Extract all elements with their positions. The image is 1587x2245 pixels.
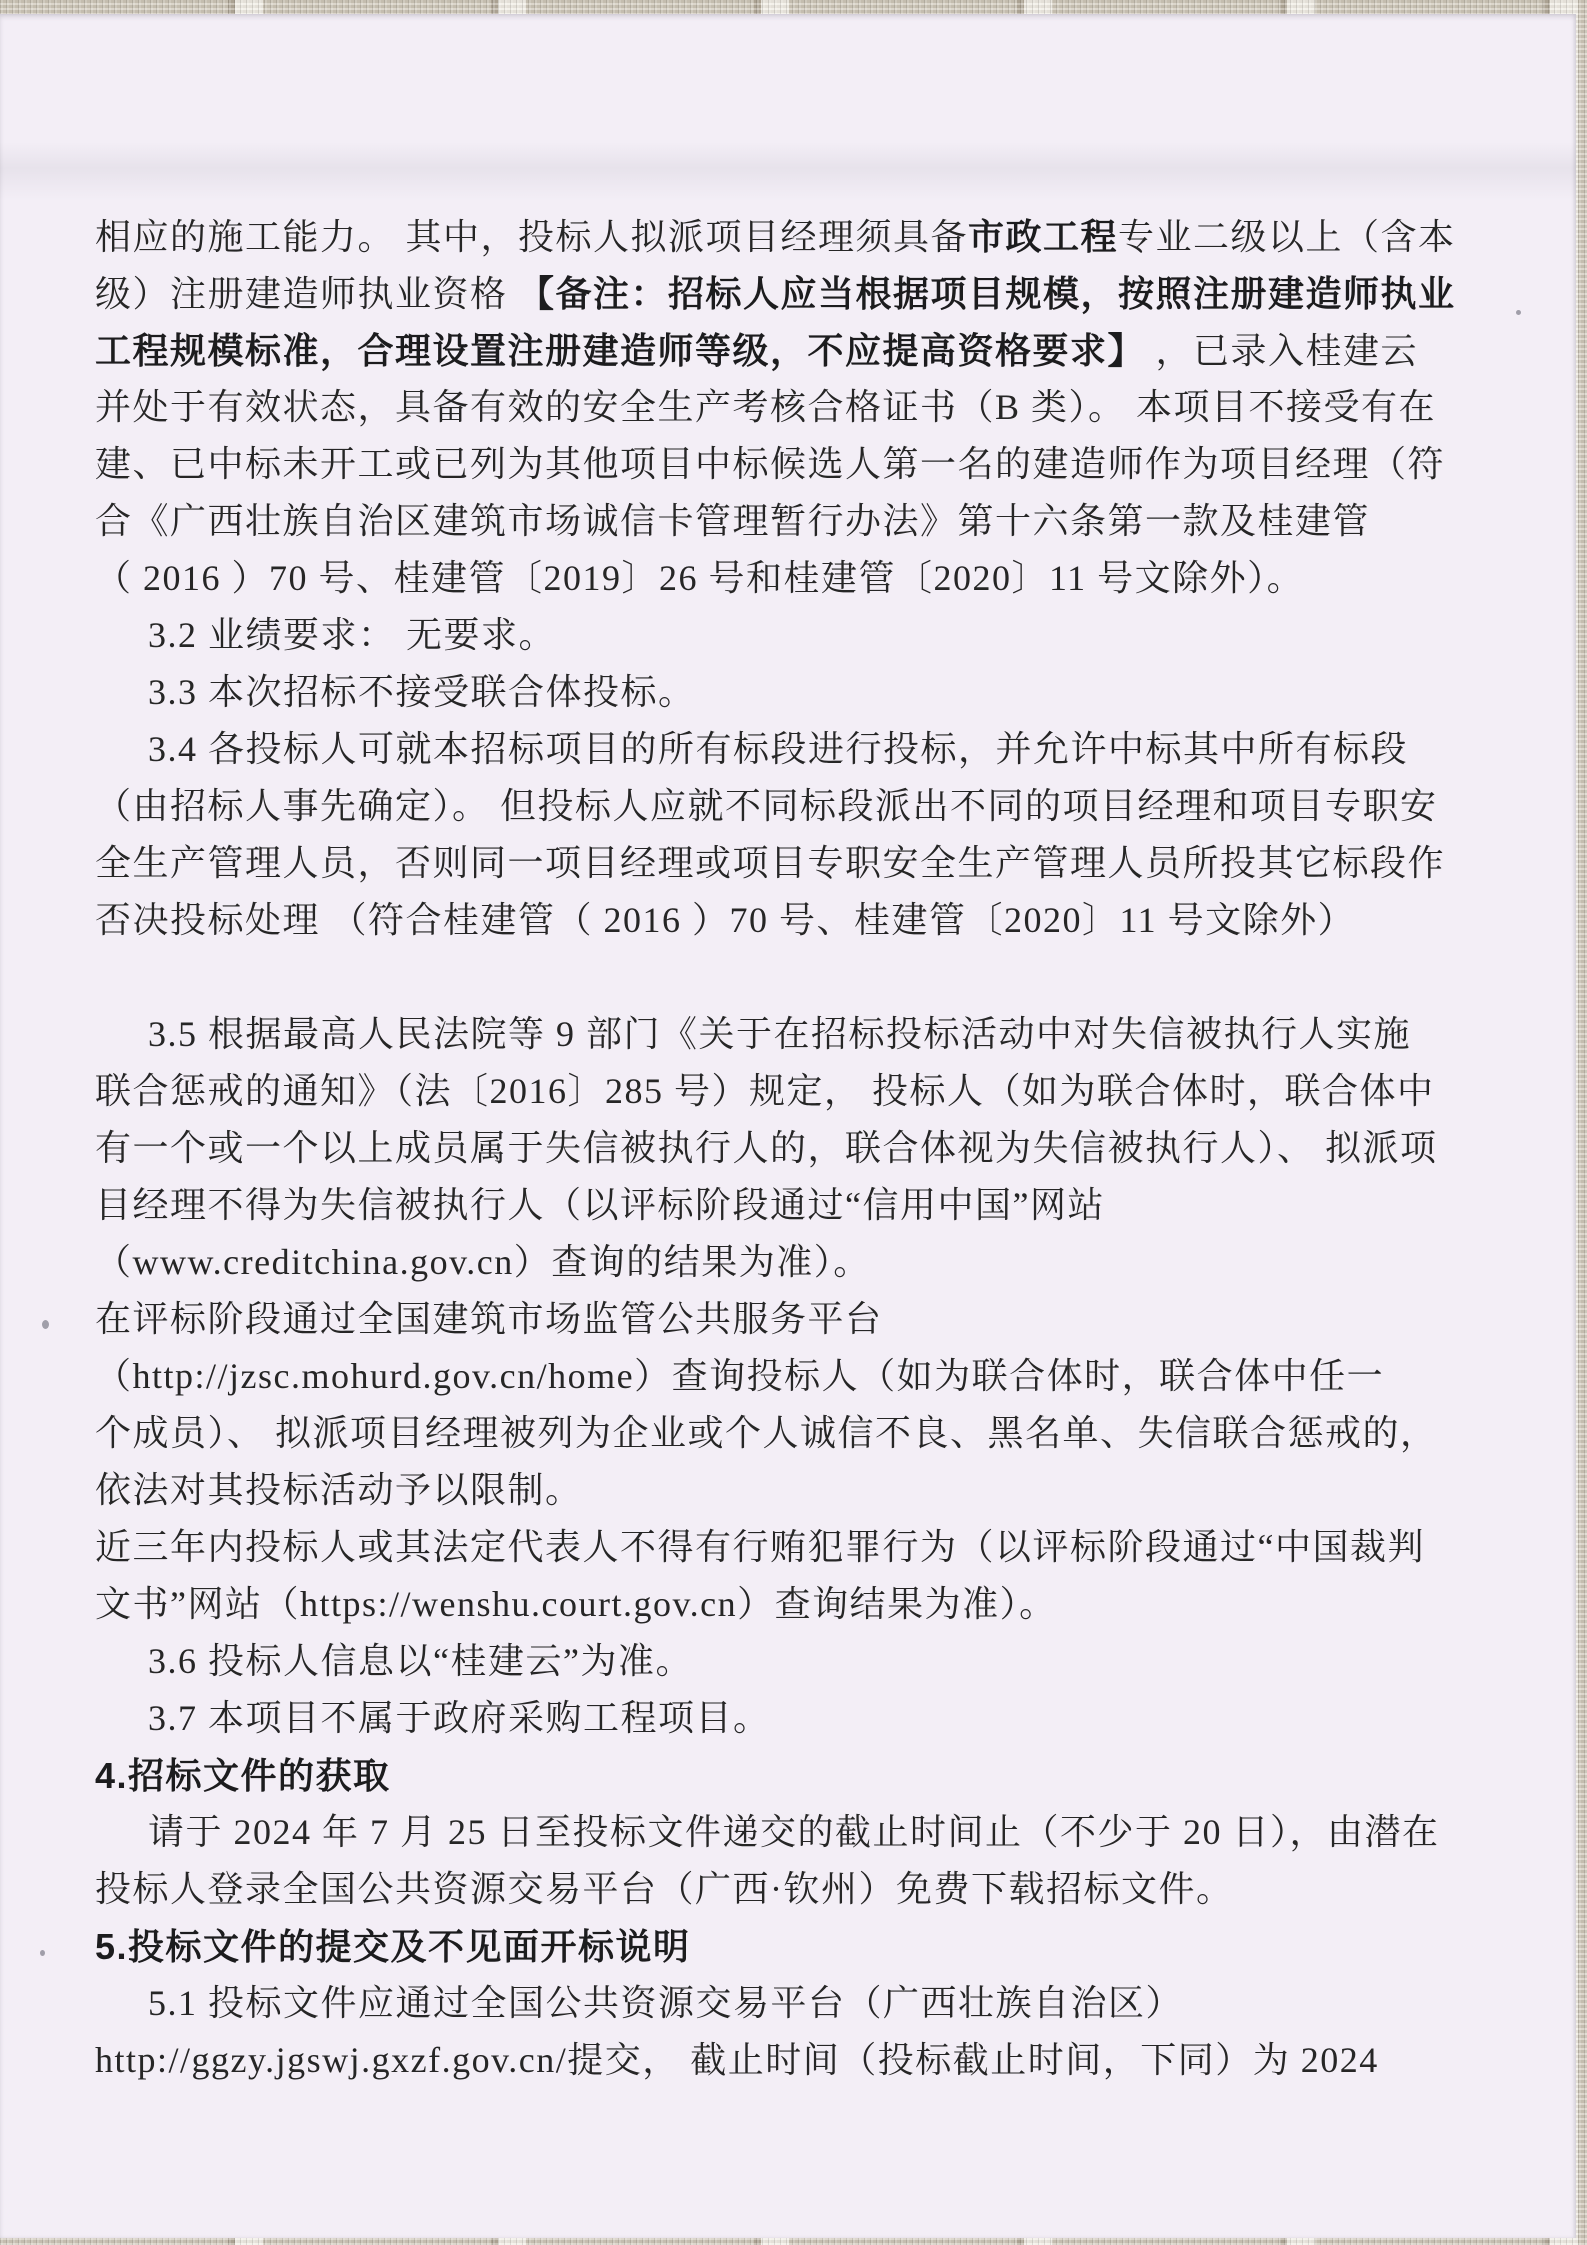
text-segment: （由招标人事先确定）。 但投标人应就不同标段派出不同的项目经理和项目专职安 [95, 786, 1438, 826]
text-line [95, 1861, 1515, 1918]
text-segment: 依法对其投标活动予以限制。 [95, 1470, 583, 1510]
text-line [95, 1234, 1515, 1291]
text-line [95, 1120, 1515, 1177]
text-segment: 3.6 投标人信息以“桂建云”为准。 [148, 1641, 693, 1681]
text-line [95, 265, 1515, 322]
text-segment: ，已录入桂建云 [1145, 331, 1419, 371]
text-line [95, 1576, 1515, 1633]
text-segment: 投标人登录全国公共资源交易平台（广西·钦州）免费下载招标文件。 [95, 1869, 1234, 1909]
text-line [95, 1063, 1515, 1120]
text-line [95, 1177, 1515, 1234]
text-segment: 3.3 本次招标不接受联合体投标。 [148, 672, 696, 712]
text-line [95, 550, 1515, 607]
text-line [95, 208, 1515, 265]
text-segment: 文书”网站（https://wenshu.court.gov.cn）查询结果为准）。 [95, 1584, 1057, 1624]
text-segment: 联合惩戒的通知》（法〔2016〕285 号）规定， 投标人（如为联合体时，联合体中 [95, 1071, 1435, 1111]
text-line [95, 607, 1515, 664]
text-segment: http://ggzy.jgswj.gxzf.gov.cn/提交， 截止时间（投标截止时间，下同）为 2024 [95, 2040, 1379, 2080]
text-segment: 合《广西壮族自治区建筑市场诚信卡管理暂行办法》第十六条第一款及桂建管 [95, 501, 1371, 541]
text-segment: 3.5 根据最高人民法院等 9 部门《关于在招标投标活动中对失信被执行人实施 [148, 1014, 1412, 1054]
section-heading [95, 1747, 1515, 1804]
text-line [95, 1291, 1515, 1348]
text-line [95, 322, 1515, 379]
text-line [95, 1006, 1515, 1063]
section-heading [95, 1918, 1515, 1975]
text-segment: 工程规模标准，合理设置注册建造师等级，不应提高资格要求】 [95, 330, 1146, 371]
text-segment: 4.招标文件的获取 [95, 1755, 391, 1796]
text-segment: 并处于有效状态，具备有效的安全生产考核合格证书（B 类）。 本项目不接受有在 [95, 387, 1437, 427]
text-line [95, 1348, 1515, 1405]
text-segment: （www.creditchina.gov.cn）查询的结果为准）。 [95, 1242, 871, 1282]
text-line [95, 664, 1515, 721]
text-line [95, 835, 1515, 892]
text-segment: 目经理不得为失信被执行人（以评标阶段通过“信用中国”网站 [95, 1185, 1105, 1225]
text-segment: （http://jzsc.mohurd.gov.cn/home）查询投标人（如为联合体时，联合体中任一 [95, 1356, 1385, 1396]
page-text [95, 14, 1515, 2089]
text-segment: 3.4 各投标人可就本招标项目的所有标段进行投标，并允许中标其中所有标段 [148, 729, 1409, 769]
text-segment: 3.7 本项目不属于政府采购工程项目。 [148, 1698, 771, 1738]
text-line [95, 892, 1515, 949]
text-segment: 近三年内投标人或其法定代表人不得有行贿犯罪行为（以评标阶段通过“中国裁判 [95, 1527, 1425, 1567]
text-segment: 请于 2024 年 7 月 25 日至投标文件递交的截止时间止（不少于 20 日），由潜在 [148, 1812, 1440, 1852]
text-segment: 建、已中标未开工或已列为其他项目中标候选人第一名的建造师作为项目经理（符 [95, 444, 1446, 484]
blank-line [95, 949, 1515, 1006]
text-segment: 【备注：招标人应当根据项目规模，按照注册建造师执业 [518, 273, 1456, 314]
text-segment: （ 2016 ）70 号、桂建管〔2019〕26 号和桂建管〔2020〕11 号文除外）。 [95, 558, 1305, 598]
text-line [95, 1519, 1515, 1576]
text-segment: 有一个或一个以上成员属于失信被执行人的，联合体视为失信被执行人）、 拟派项 [95, 1128, 1438, 1168]
text-line [95, 493, 1515, 550]
scan-artifact [1516, 310, 1521, 315]
text-line [95, 778, 1515, 835]
text-line [95, 1975, 1515, 2032]
text-line [95, 379, 1515, 436]
text-segment: 专业二级以上（含本 [1118, 217, 1456, 257]
text-segment: 5.1 投标文件应通过全国公共资源交易平台（广西壮族自治区） [148, 1983, 1184, 2023]
text-line [95, 1462, 1515, 1519]
text-line [95, 436, 1515, 493]
text-line [95, 2032, 1515, 2089]
text-line [95, 721, 1515, 778]
text-line [95, 1405, 1515, 1462]
text-segment: 在评标阶段通过全国建筑市场监管公共服务平台 [95, 1299, 883, 1339]
text-segment: 5.投标文件的提交及不见面开标说明 [95, 1926, 691, 1967]
scan-artifact [40, 1950, 45, 1956]
text-segment: 个成员）、 拟派项目经理被列为企业或个人诚信不良、黑名单、失信联合惩戒的， [95, 1413, 1438, 1453]
text-segment: 3.2 业绩要求： 无要求。 [148, 615, 557, 655]
text-line [95, 1633, 1515, 1690]
text-segment: 级）注册建造师执业资格 [95, 274, 519, 314]
paper-sheet [0, 14, 1576, 2238]
text-line [95, 1690, 1515, 1747]
text-segment: 相应的施工能力。 其中，投标人拟派项目经理须具备 [95, 217, 969, 257]
text-segment: 市政工程 [968, 216, 1119, 257]
scan-artifact [42, 1320, 49, 1329]
text-line [95, 1804, 1515, 1861]
text-segment: 否决投标处理 （符合桂建管（ 2016 ）70 号、桂建管〔2020〕11 号文除外） [95, 900, 1356, 940]
text-segment: 全生产管理人员，否则同一项目经理或项目专职安全生产管理人员所投其它标段作 [95, 843, 1446, 883]
